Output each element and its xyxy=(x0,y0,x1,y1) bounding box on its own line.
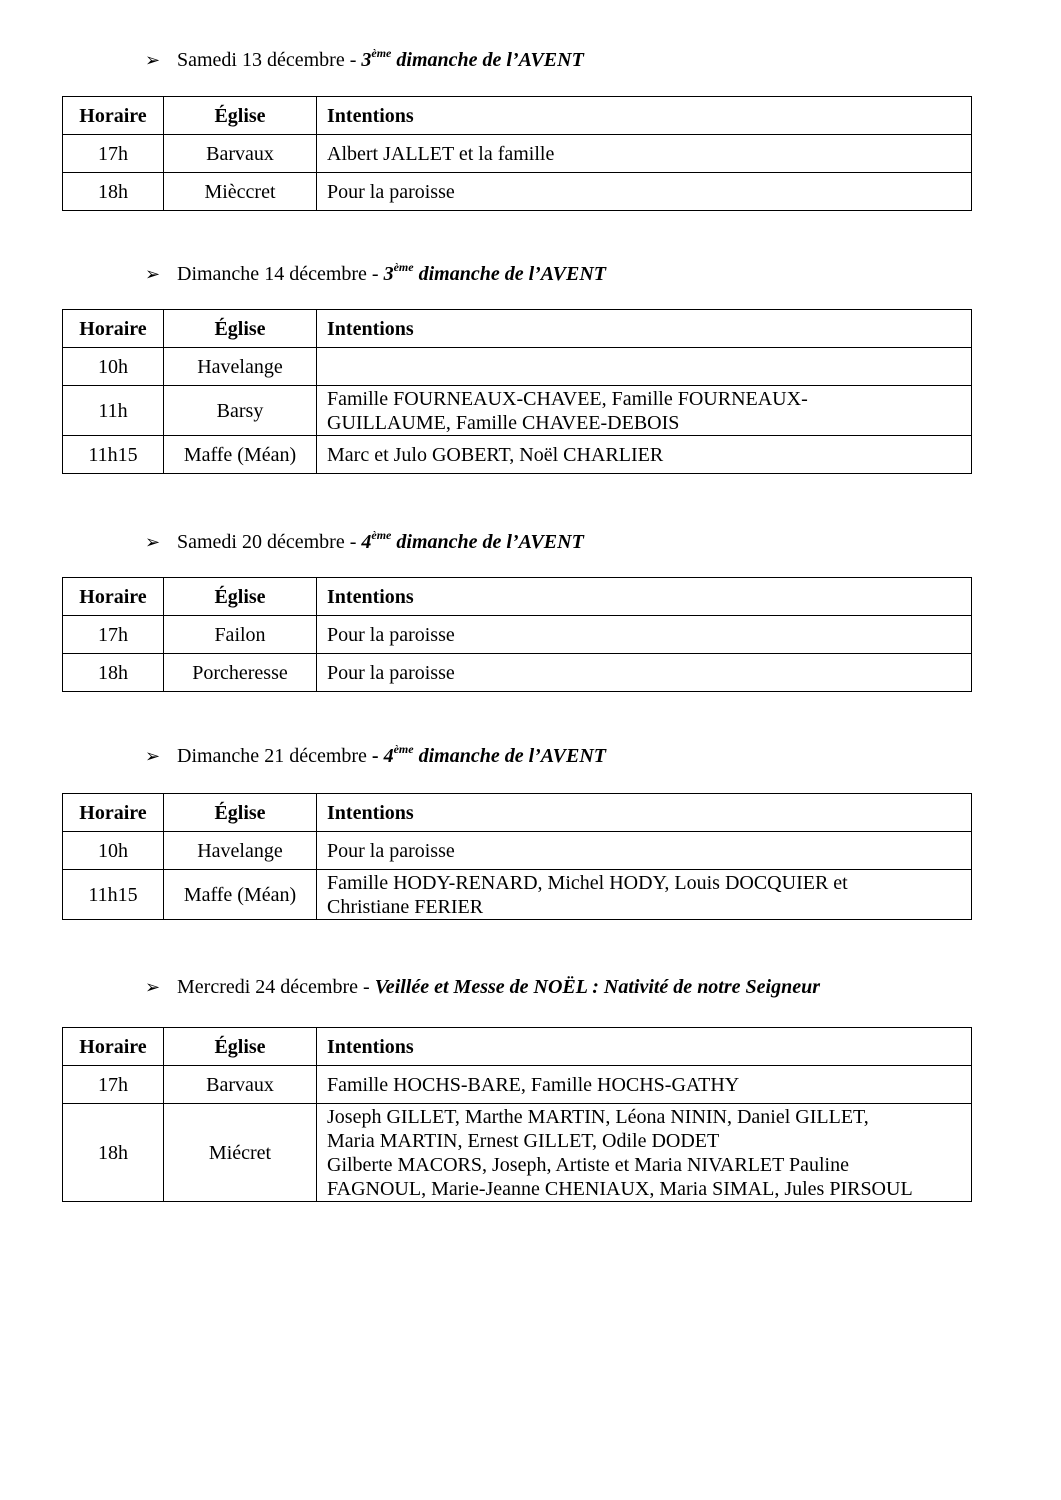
cell-time: 17h xyxy=(63,135,164,173)
header-time: Horaire xyxy=(63,97,164,135)
ordinal-number: 4 xyxy=(361,531,372,553)
section-title-text: dimanche de l’AVENT xyxy=(391,531,584,553)
cell-time: 18h xyxy=(63,654,164,692)
intention-line: Pour la paroisse xyxy=(327,623,455,646)
intention-line: Maria MARTIN, Ernest GILLET, Odile DODET xyxy=(327,1129,720,1152)
table-row xyxy=(63,173,972,211)
intention-line: Famille FOURNEAUX-CHAVEE, Famille FOURNEAUX- xyxy=(327,387,808,410)
cell-intentions xyxy=(317,1066,972,1104)
section-day: Mercredi 24 décembre xyxy=(177,976,359,998)
table-header-row xyxy=(63,97,972,135)
cell-intentions xyxy=(317,436,972,474)
section-title xyxy=(383,742,606,767)
arrow-bullet-icon: ➢ xyxy=(145,746,161,766)
intention-line: Famille HODY-RENARD, Michel HODY, Louis DOCQUIER et xyxy=(327,871,848,894)
section-title xyxy=(375,976,820,998)
header-intentions: Intentions xyxy=(317,310,972,348)
table-row xyxy=(63,832,972,870)
ordinal-number: 3 xyxy=(361,49,372,71)
section-title xyxy=(383,260,606,285)
table-row xyxy=(63,135,972,173)
cell-intentions xyxy=(317,1104,972,1202)
arrow-bullet-icon: ➢ xyxy=(145,977,161,997)
section-heading xyxy=(145,48,584,72)
header-intentions: Intentions xyxy=(317,1028,972,1066)
table-row xyxy=(63,616,972,654)
cell-time: 10h xyxy=(63,348,164,386)
intention-line: Famille HOCHS-BARE, Famille HOCHS-GATHY xyxy=(327,1073,740,1096)
schedule-table xyxy=(62,793,972,920)
header-church: Église xyxy=(164,578,317,616)
cell-church: Failon xyxy=(164,616,317,654)
header-church: Église xyxy=(164,1028,317,1066)
cell-time: 17h xyxy=(63,1066,164,1104)
table-row xyxy=(63,870,972,920)
arrow-bullet-icon: ➢ xyxy=(145,264,161,284)
header-time: Horaire xyxy=(63,310,164,348)
cell-church: Havelange xyxy=(164,348,317,386)
cell-intentions xyxy=(317,832,972,870)
cell-church: Miécret xyxy=(164,1104,317,1202)
table-row xyxy=(63,654,972,692)
intention-line: GUILLAUME, Famille CHAVEE-DEBOIS xyxy=(327,411,680,434)
header-intentions: Intentions xyxy=(317,578,972,616)
section-separator: - xyxy=(366,263,384,285)
schedule-table xyxy=(62,577,972,692)
cell-time: 10h xyxy=(63,832,164,870)
cell-time: 17h xyxy=(63,616,164,654)
section-separator: - xyxy=(358,976,375,998)
intention-line: Gilberte MACORS, Joseph, Artiste et Maria NIVARLET Pauline xyxy=(327,1153,849,1176)
table-row xyxy=(63,436,972,474)
intention-line: Pour la paroisse xyxy=(327,839,455,862)
section-title xyxy=(361,528,584,553)
section-heading xyxy=(145,262,606,286)
cell-intentions xyxy=(317,654,972,692)
section-title-text: dimanche de l’AVENT xyxy=(413,263,606,285)
cell-intentions xyxy=(317,348,972,386)
section-heading xyxy=(145,744,606,768)
table-header-row xyxy=(63,310,972,348)
cell-time: 18h xyxy=(63,173,164,211)
section-title-text: dimanche de l’AVENT xyxy=(391,49,584,71)
header-intentions: Intentions xyxy=(317,97,972,135)
cell-church: Barvaux xyxy=(164,1066,317,1104)
cell-church: Mièccret xyxy=(164,173,317,211)
section-separator: - xyxy=(366,745,384,767)
section-title-text: Veillée et Messe de NOËL : Nativité de notre Seigneur xyxy=(374,976,820,998)
table-row xyxy=(63,1104,972,1202)
ordinal-suffix: ème xyxy=(393,742,414,757)
cell-church: Maffe (Méan) xyxy=(164,870,317,920)
section-title xyxy=(361,46,584,71)
schedule-table xyxy=(62,96,972,211)
ordinal-number: 4 xyxy=(383,745,394,767)
table-header-row xyxy=(63,578,972,616)
cell-church: Havelange xyxy=(164,832,317,870)
section-day: Dimanche 14 décembre xyxy=(177,263,367,285)
table-row xyxy=(63,386,972,436)
intention-line: Marc et Julo GOBERT, Noël CHARLIER xyxy=(327,443,664,466)
cell-time: 11h15 xyxy=(63,870,164,920)
intention-line: Pour la paroisse xyxy=(327,180,455,203)
arrow-bullet-icon: ➢ xyxy=(145,50,161,70)
section-day: Samedi 13 décembre xyxy=(177,49,345,71)
schedule-table xyxy=(62,309,972,474)
table-row xyxy=(63,1066,972,1104)
section-heading xyxy=(145,530,584,554)
arrow-bullet-icon: ➢ xyxy=(145,532,161,552)
section-separator: - xyxy=(344,531,362,553)
intention-line: Joseph GILLET, Marthe MARTIN, Léona NININ, Daniel GILLET, xyxy=(327,1105,869,1128)
cell-time: 11h15 xyxy=(63,436,164,474)
intention-line: FAGNOUL, Marie-Jeanne CHENIAUX, Maria SIMAL, Jules PIRSOUL xyxy=(327,1177,913,1200)
section-day: Dimanche 21 décembre xyxy=(177,745,367,767)
cell-intentions xyxy=(317,616,972,654)
header-time: Horaire xyxy=(63,794,164,832)
intention-line: Pour la paroisse xyxy=(327,661,455,684)
ordinal-suffix: ème xyxy=(371,46,392,61)
header-intentions: Intentions xyxy=(317,794,972,832)
header-church: Église xyxy=(164,97,317,135)
cell-church: Barvaux xyxy=(164,135,317,173)
table-header-row xyxy=(63,794,972,832)
cell-intentions xyxy=(317,135,972,173)
section-day: Samedi 20 décembre xyxy=(177,531,345,553)
header-time: Horaire xyxy=(63,578,164,616)
cell-time: 11h xyxy=(63,386,164,436)
header-time: Horaire xyxy=(63,1028,164,1066)
table-header-row xyxy=(63,1028,972,1066)
section-heading xyxy=(145,975,820,999)
cell-church: Porcheresse xyxy=(164,654,317,692)
intention-line: Albert JALLET et la famille xyxy=(327,142,555,165)
section-separator: - xyxy=(344,49,362,71)
cell-intentions xyxy=(317,173,972,211)
header-church: Église xyxy=(164,794,317,832)
ordinal-suffix: ème xyxy=(371,528,392,543)
header-church: Église xyxy=(164,310,317,348)
intention-line: Christiane FERIER xyxy=(327,895,484,918)
cell-time: 18h xyxy=(63,1104,164,1202)
ordinal-suffix: ème xyxy=(393,260,414,275)
cell-intentions xyxy=(317,386,972,436)
cell-church: Maffe (Méan) xyxy=(164,436,317,474)
cell-church: Barsy xyxy=(164,386,317,436)
section-title-text: dimanche de l’AVENT xyxy=(413,745,606,767)
schedule-table xyxy=(62,1027,972,1202)
cell-intentions xyxy=(317,870,972,920)
table-row xyxy=(63,348,972,386)
ordinal-number: 3 xyxy=(383,263,394,285)
